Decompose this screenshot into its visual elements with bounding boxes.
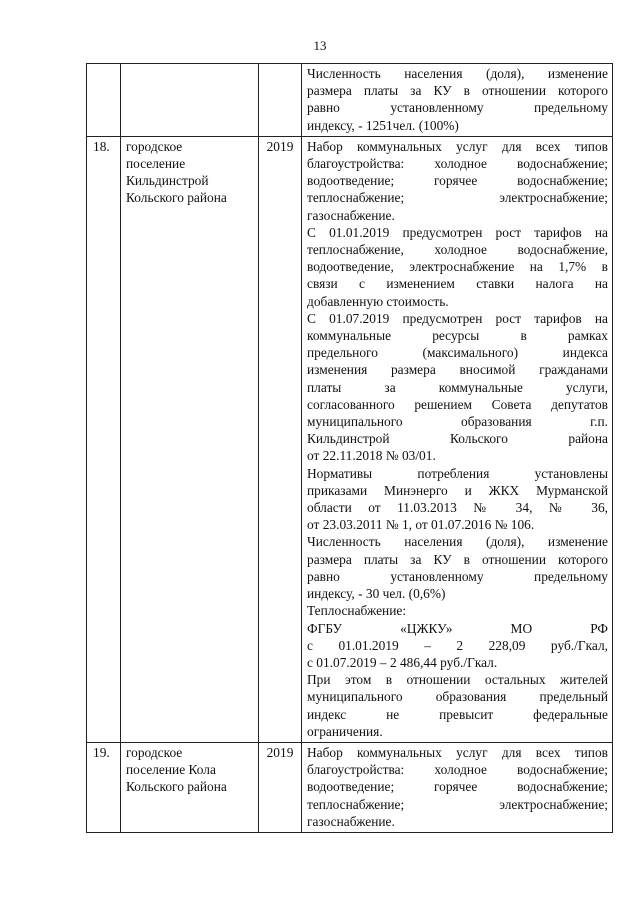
description-line: индексу, - 30 чел. (0,6%) bbox=[307, 586, 446, 602]
description-line: равно установленному предельному bbox=[307, 100, 608, 116]
description-line: ФГБУ «ЦЖКУ» МО РФ bbox=[307, 620, 608, 636]
description-line: муниципального образования предельный bbox=[307, 689, 608, 705]
description-paragraph bbox=[307, 602, 608, 671]
description-line: газоснабжение. bbox=[307, 207, 395, 223]
table-body bbox=[87, 64, 613, 833]
description-line: Теплоснабжение: bbox=[307, 603, 407, 619]
description-paragraph bbox=[307, 465, 608, 534]
description-line: Кильдинстрой Кольского района bbox=[307, 431, 608, 447]
description-line: водоотведение, электроснабжение на 1,7% в bbox=[307, 259, 608, 275]
description-line: водоотведение; горячее водоснабжение; bbox=[307, 173, 608, 189]
description-line: индексу, - 1251чел. (100%) bbox=[307, 117, 459, 133]
description-line: газоснабжение. bbox=[307, 813, 395, 829]
description-line: С 01.07.2019 предусмотрен рост тарифов на bbox=[307, 310, 608, 326]
description-line: размера платы за КУ в отношении которого bbox=[307, 83, 608, 99]
description-cell bbox=[302, 742, 613, 832]
description-line: теплоснабжение; электроснабжение; bbox=[307, 796, 608, 812]
row-number-cell: 18. bbox=[87, 136, 121, 742]
description-paragraph bbox=[307, 744, 608, 830]
municipality-name-line: Кильдинстрой bbox=[126, 173, 209, 189]
description-line: равно установленному предельному bbox=[307, 568, 608, 584]
row-number-cell: 19. bbox=[87, 742, 121, 832]
description-line: теплоснабжение; электроснабжение; bbox=[307, 190, 608, 206]
description-line: с 01.01.2019 – 2 228,09 руб./Гкал, bbox=[307, 637, 608, 653]
description-line: области от 11.03.2013 № 34, № 36, bbox=[307, 500, 608, 516]
year-cell bbox=[259, 64, 302, 137]
municipality-name-line: поселение bbox=[126, 156, 186, 172]
municipality-name-line: поселение Кола bbox=[126, 762, 216, 778]
description-line: индекс не превысит федеральные bbox=[307, 706, 608, 722]
description-line: При этом в отношении остальных жителей bbox=[307, 672, 608, 688]
description-paragraph bbox=[307, 671, 608, 740]
description-line: ограничения. bbox=[307, 723, 383, 739]
description-line: связи с изменением ставки налога на bbox=[307, 276, 608, 292]
description-line: от 22.11.2018 № 03/01. bbox=[307, 448, 436, 464]
municipality-name-line: городское bbox=[126, 744, 183, 760]
page-number: 13 bbox=[313, 38, 327, 53]
description-paragraph bbox=[307, 533, 608, 602]
description-cell bbox=[302, 136, 613, 742]
description-paragraph bbox=[307, 138, 608, 224]
description-line: размера платы за КУ в отношении которого bbox=[307, 551, 608, 567]
municipality-name-line: Кольского района bbox=[126, 190, 227, 206]
year-cell: 2019 bbox=[259, 742, 302, 832]
municipality-name-line: городское bbox=[126, 138, 183, 154]
description-line: С 01.01.2019 предусмотрен рост тарифов на bbox=[307, 224, 608, 240]
description-line: добавленную стоимость. bbox=[307, 293, 449, 309]
description-line: согласованного решением Совета депутатов bbox=[307, 396, 608, 412]
description-line: изменения размера вносимой гражданами bbox=[307, 362, 608, 378]
description-line: от 23.03.2011 № 1, от 01.07.2016 № 106. bbox=[307, 517, 535, 533]
municipality-name-cell bbox=[121, 64, 259, 137]
description-line: платы за коммунальные услуги, bbox=[307, 379, 608, 395]
municipality-name-cell bbox=[121, 136, 259, 742]
description-line: предельного (максимального) индекса bbox=[307, 345, 608, 361]
description-line: Нормативы потребления установлены bbox=[307, 465, 608, 481]
table-row bbox=[87, 64, 613, 137]
municipality-name-cell bbox=[121, 742, 259, 832]
table-row bbox=[87, 136, 613, 742]
description-line: Набор коммунальных услуг для всех типов bbox=[307, 744, 608, 760]
description-line: приказами Минэнерго и ЖКХ Мурманской bbox=[307, 482, 608, 498]
municipality-name-line: Кольского района bbox=[126, 779, 227, 795]
row-number-cell bbox=[87, 64, 121, 137]
description-line: муниципального образования г.п. bbox=[307, 414, 608, 430]
description-paragraph bbox=[307, 65, 608, 134]
description-line: Численность населения (доля), изменение bbox=[307, 534, 608, 550]
description-line: теплоснабжение, холодное водоснабжение, bbox=[307, 242, 608, 258]
year-cell: 2019 bbox=[259, 136, 302, 742]
description-paragraph bbox=[307, 224, 608, 310]
description-line: с 01.07.2019 – 2 486,44 руб./Гкал. bbox=[307, 654, 498, 670]
description-line: водоотведение; горячее водоснабжение; bbox=[307, 779, 608, 795]
tariff-table bbox=[86, 63, 613, 833]
table-row bbox=[87, 742, 613, 832]
description-line: Численность населения (доля), изменение bbox=[307, 66, 608, 81]
description-line: благоустройства: холодное водоснабжение; bbox=[307, 156, 608, 172]
description-line: Набор коммунальных услуг для всех типов bbox=[307, 138, 608, 154]
description-cell bbox=[302, 64, 613, 137]
description-paragraph bbox=[307, 310, 608, 465]
description-line: благоустройства: холодное водоснабжение; bbox=[307, 762, 608, 778]
description-line: коммунальные ресурсы в рамках bbox=[307, 328, 608, 344]
